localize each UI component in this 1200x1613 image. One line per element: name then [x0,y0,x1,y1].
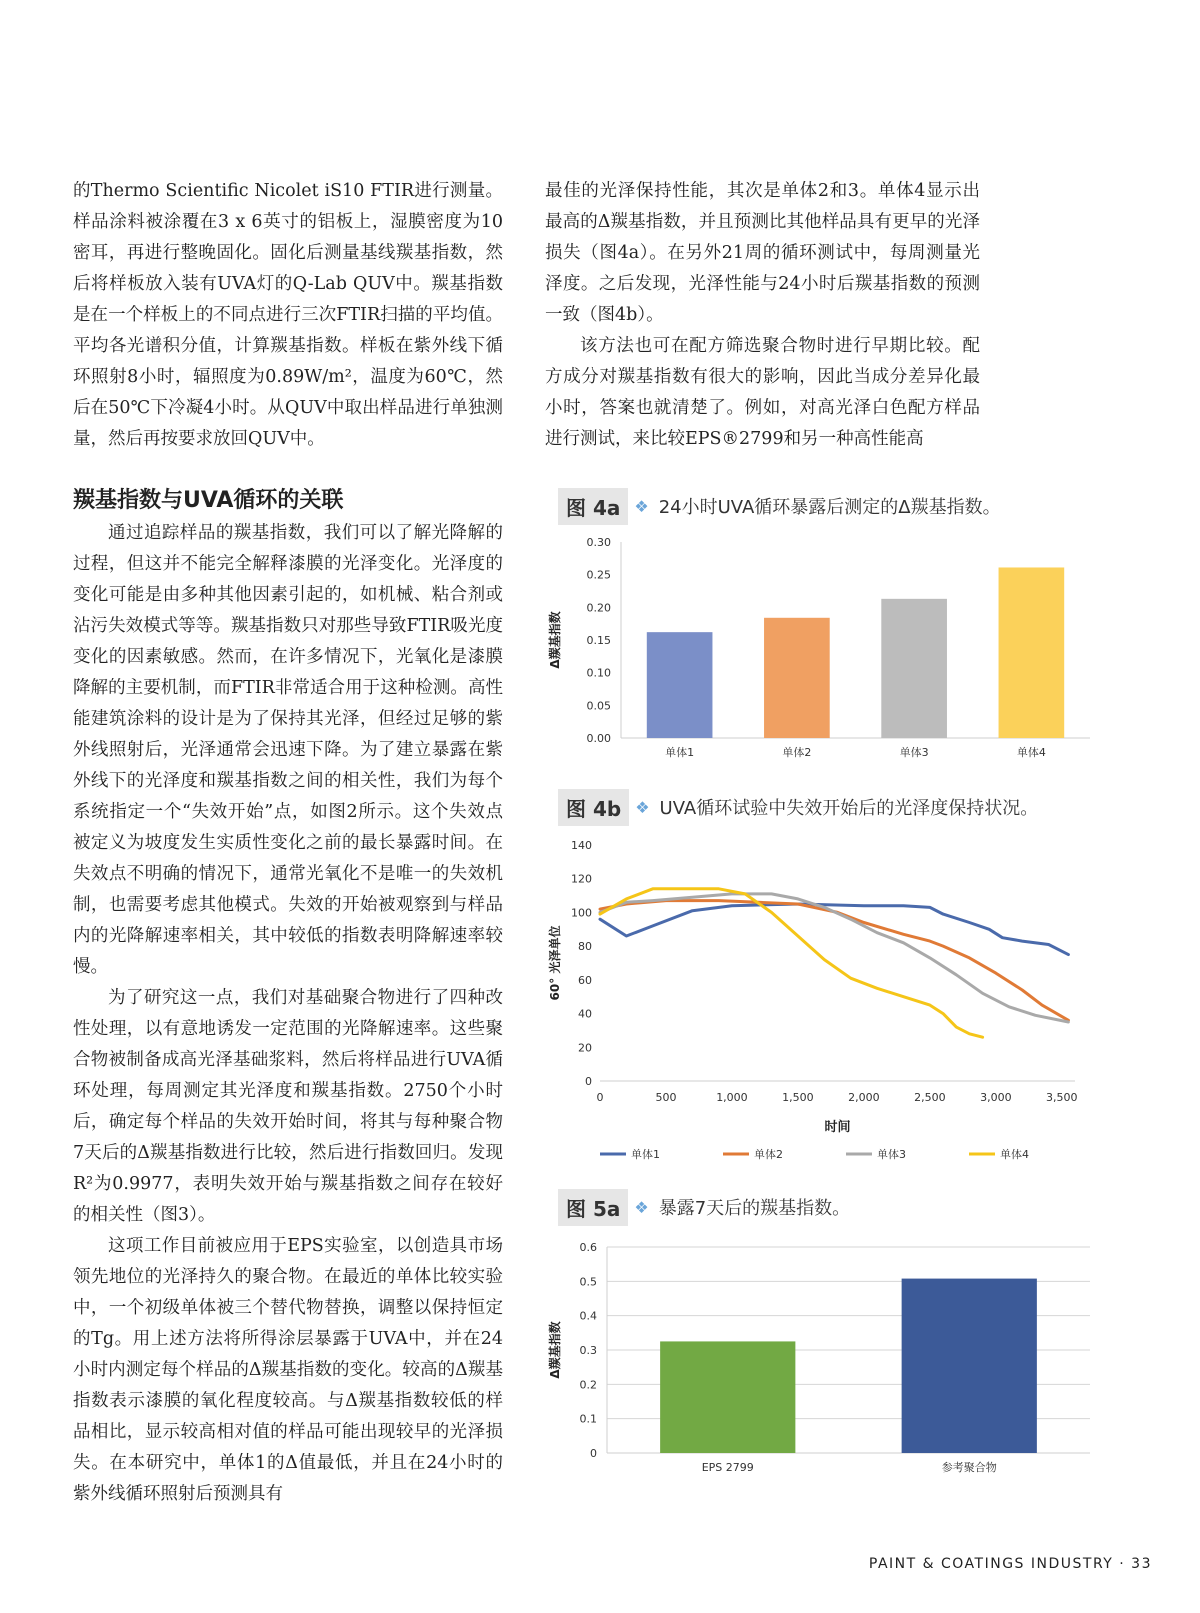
y-tick-label: 0.3 [579,1344,597,1357]
x-tick-label: 参考聚合物 [941,1461,997,1474]
bar [881,599,947,738]
figure-5a-label: 图 5a [558,1189,628,1226]
legend-label: 单体1 [631,1148,660,1161]
x-tick-label: 3,500 [1046,1091,1078,1104]
bar [764,618,830,738]
y-tick-label: 0.15 [586,634,611,647]
y-tick-label: 100 [571,906,592,920]
y-tick-label: 0 [585,1075,592,1088]
y-axis-title: Δ羰基指数 [548,1321,562,1379]
paragraph-correlation: 通过追踪样品的羰基指数，我们可以了解光降解的过程，但这并不能完全解释漆膜的光泽变化。光泽度的变化可能是由多种其他因素引起的，如机械、粘合剂或沾污失效模式等等。羰基指数只对那些导致FTIR吸光度变化的因素敏感。然而，在许多情况下，光氧化是漆膜降解的主要机制，而FTIR非常适合用于这种检测。高性能建筑涂料的设计是为了保持其光泽，但经过足够的紫外线照射后，光泽通常会迅速下降。为了建立暴露在紫外线下的光泽度和羰基指数之间的相关性，我们为每个系统指定一个“失效开始”点，如图2所示。这个失效点被定义为坡度发生实质性变化之前的最长暴露时间。在失效点不明确的情况下，通常光氧化不是唯一的失效机制，也需要考虑其他模式。失效的开始被观察到与样品内的光降解速率相关，其中较低的指数表明降解速率较慢。 [73,523,503,977]
paragraph-screening: 该方法也可在配方筛选聚合物时进行早期比较。配方成分对羰基指数有很大的影响，因此当成分差异化最小时，答案也就清楚了。例如，对高光泽白色配方样品进行测试，来比较EPS®2799和另一种高性能高 [545,336,980,449]
y-axis-title: Δ羰基指数 [548,611,562,669]
figure-4a-label: 图 4a [558,488,628,525]
legend-label: 单体4 [1000,1148,1029,1161]
y-tick-label: 0.6 [579,1241,597,1254]
chart-4a-svg [545,530,1100,770]
chart-5a-svg [545,1235,1100,1485]
paragraph-results: 最佳的光泽保持性能，其次是单体2和3。单体4显示出最高的Δ羰基指数，并且预测比其他样品具有更早的光泽损失（图4a）。在另外21周的循环测试中，每周测量光泽度。之后发现，光泽性能与24小时后羰基指数的预测一致（图4b）。 [545,181,980,325]
figure-4b-caption: UVA循环试验中失效开始后的光泽度保持状况。 [659,798,1039,819]
bar [647,632,713,738]
section-heading: 羰基指数与UVA循环的关联 [73,488,344,513]
chart-4b [545,833,1100,1173]
figure-5a-caption: 暴露7天后的羰基指数。 [658,1198,851,1219]
x-tick-label: 2,000 [848,1091,880,1104]
bar [660,1341,795,1453]
figure-4a-header [558,489,1148,523]
figure-5a-header [558,1190,1148,1224]
paragraph-intro: 的Thermo Scientific Nicolet iS10 FTIR进行测量。样品涂料被涂覆在3 x 6英寸的铝板上，湿膜密度为10密耳，再进行整晚固化。固化后测量基线羰基指数，然后将样板放入装有UVA灯的Q-Lab QUV中。羰基指数是在一个样板上的不同点进行三次FTIR扫描的平均值。平均各光谱积分值，计算羰基指数。样板在紫外线下循环照射8小时，辐照度为0.89W/m²，温度为60℃，然后在50℃下冷凝4小时。从QUV中取出样品进行单独测量，然后再按要求放回QUV中。 [73,181,503,449]
y-tick-label: 0.30 [586,536,611,549]
diamond-icon: ❖ [634,496,649,516]
bar [902,1279,1037,1453]
y-tick-label: 20 [578,1041,592,1055]
figure-4b-header [558,790,1148,824]
diamond-icon: ❖ [634,1197,649,1217]
x-tick-label: 1,000 [716,1091,748,1104]
page-footer: PAINT & COATINGS INDUSTRY · 33 [868,1556,1152,1572]
chart-4a [545,530,1100,770]
y-tick-label: 120 [571,872,592,886]
bar [999,567,1065,738]
figure-4a-caption: 24小时UVA循环暴露后测定的Δ羰基指数。 [658,497,1001,518]
y-tick-label: 0.05 [586,699,611,713]
y-tick-label: 0 [590,1447,597,1460]
series-line [600,894,1068,1022]
y-tick-label: 40 [578,1007,592,1021]
x-tick-label: 0 [596,1091,604,1104]
y-tick-label: 0.25 [586,568,611,582]
x-tick-label: 3,000 [980,1091,1012,1104]
y-tick-label: 80 [578,940,592,954]
x-tick-label: 1,500 [782,1091,814,1104]
y-axis-title: 60° 光泽单位 [548,925,562,1001]
chart-4b-svg [545,833,1100,1173]
x-axis-title: 时间 [824,1120,851,1135]
x-tick-label: 单体3 [899,746,929,759]
y-tick-label: 0.20 [586,601,611,615]
y-tick-label: 60 [578,973,592,987]
x-tick-label: 单体1 [665,746,695,759]
y-tick-label: 0.2 [579,1378,597,1392]
paragraph-study: 为了研究这一点，我们对基础聚合物进行了四种改性处理，以有意地诱发一定范围的光降解速率。这些聚合物被制备成高光泽基础浆料，然后将样品进行UVA循环处理，每周测定其光泽度和羰基指数。2750个小时后，确定每个样品的失效开始时间，将其与每种聚合物7天后的Δ羰基指数进行比较，然后进行指数回归。发现R²为0.9977，表明失效开始与羰基指数之间存在较好的相关性（图3）。 [73,988,503,1225]
x-tick-label: EPS 2799 [701,1461,754,1474]
paragraph-application: 这项工作目前被应用于EPS实验室，以创造具市场领先地位的光泽持久的聚合物。在最近的单体比较实验中，一个初级单体被三个替代物替换，调整以保持恒定的Tg。用上述方法将所得涂层暴露于UVA中，并在24小时内测定每个样品的Δ羰基指数的变化。较高的Δ羰基指数表示漆膜的氧化程度较高。与Δ羰基指数较低的样品相比，显示较高相对值的样品可能出现较早的光泽损失。在本研究中，单体1的Δ值最低，并且在24小时的紫外线循环照射后预测具有 [73,1236,503,1504]
x-tick-label: 2,500 [914,1091,946,1104]
x-tick-label: 500 [655,1091,677,1104]
diamond-icon: ❖ [635,797,650,817]
left-column [73,176,503,1510]
y-tick-label: 0.10 [586,666,611,680]
legend-label: 单体3 [877,1148,906,1161]
figure-4b-label: 图 4b [558,789,629,826]
y-tick-label: 0.5 [579,1275,597,1289]
x-tick-label: 单体4 [1016,746,1046,759]
y-tick-label: 140 [571,839,592,852]
legend-label: 单体2 [754,1148,783,1161]
y-tick-label: 0.1 [579,1412,597,1426]
y-tick-label: 0.4 [579,1309,597,1323]
y-tick-label: 0.00 [586,732,611,745]
series-line [600,889,983,1037]
right-column [545,176,980,455]
chart-5a [545,1235,1100,1485]
x-tick-label: 单体2 [782,746,812,759]
